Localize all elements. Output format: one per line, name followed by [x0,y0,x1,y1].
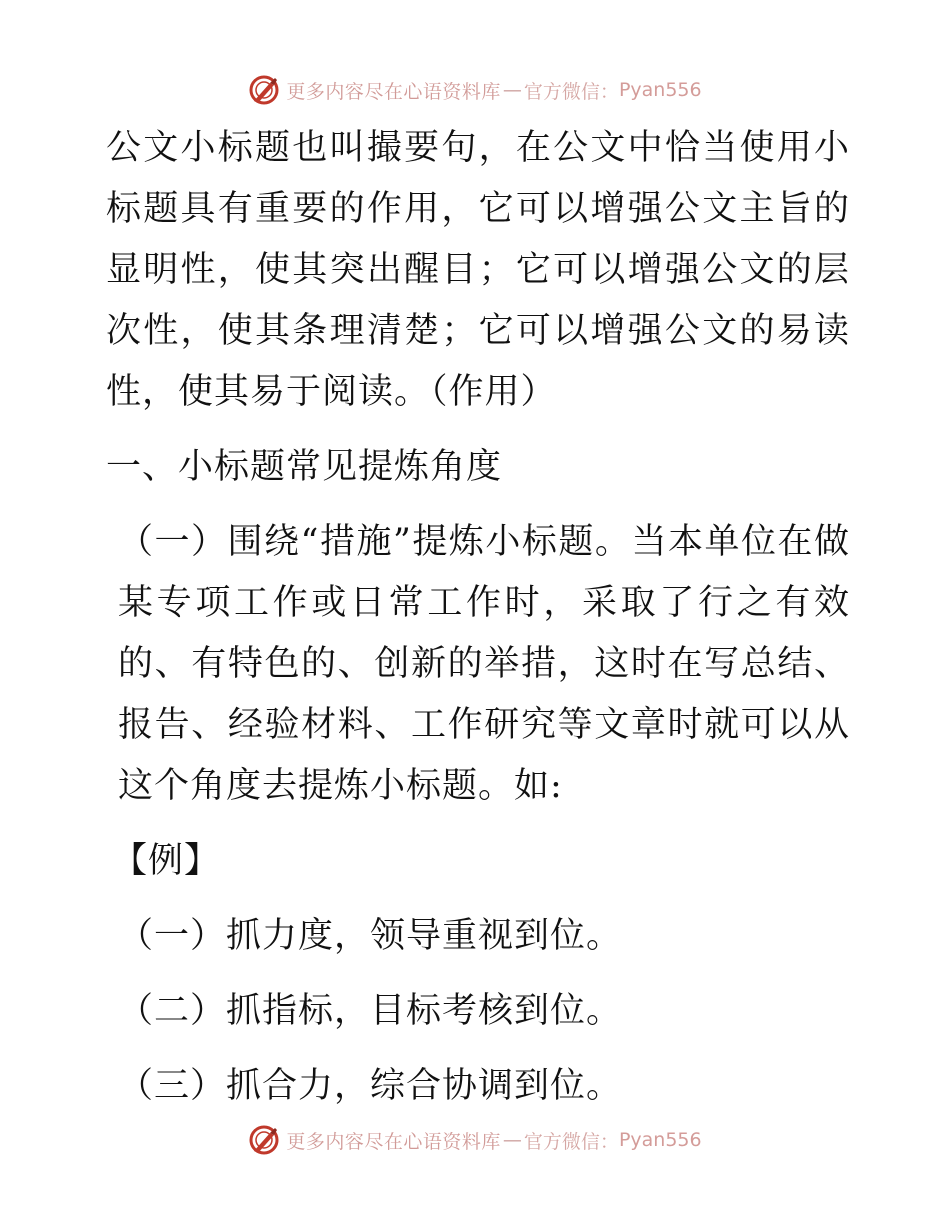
banner-library-text: 更多内容尽在心语资料库 [286,80,501,103]
footer-banner [0,1120,950,1160]
section-heading: 一、小标题常见提炼角度 [106,447,503,487]
banner-wechat-id: Pyan556 [618,79,702,101]
example-item-1: （一）抓力度，领导重视到位。 [118,916,623,956]
banner-separator: — [502,79,522,101]
subsection-paragraph: （一）围绕“措施”提炼小标题。当本单位在做某专项工作或日常工作时，采取了行之有效的、有特色的、创新的举措，这时在写总结、报告、经验材料、工作研究等文章时就可以从这个角度去提炼小标题。如: [118,522,850,806]
banner-wechat-label: 官方微信： [523,80,619,103]
banner-separator: — [502,1129,522,1151]
banner-library-text: 更多内容尽在心语资料库 [286,1130,501,1153]
example-item-2: （二）抓指标，目标考核到位。 [118,991,623,1031]
example-item-3: （三）抓合力，综合协调到位。 [118,1066,623,1106]
document-body [98,118,850,1117]
header-banner [0,70,950,110]
banner-wechat-label: 官方微信： [523,1130,619,1153]
intro-paragraph: 公文小标题也叫撮要句，在公文中恰当使用小标题具有重要的作用，它可以增强公文主旨的显明性，使其突出醒目；它可以增强公文的层次性，使其条理清楚；它可以增强公文的易读性，使其易于阅读。（作用） [106,128,850,412]
pen-logo-icon [248,1124,280,1156]
pen-logo-icon [248,74,280,106]
example-label: 【例】 [112,841,221,881]
banner-wechat-id: Pyan556 [618,1129,702,1151]
